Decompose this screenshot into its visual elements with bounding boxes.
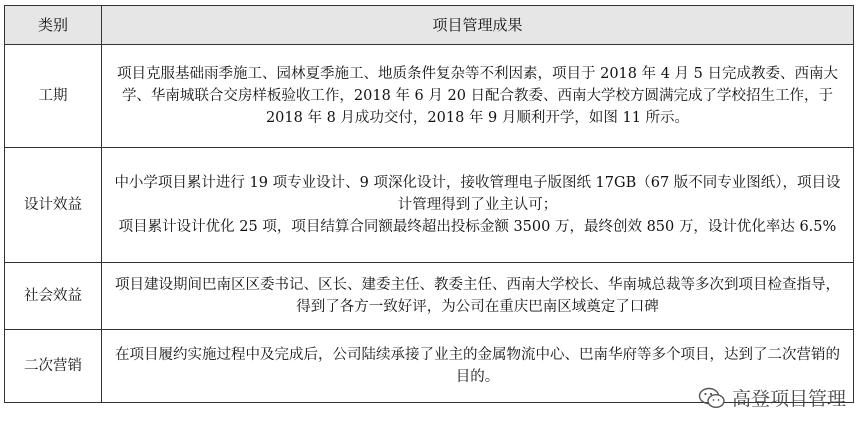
row-text: 项目建设期间巴南区区委书记、区长、建委主任、教委主任、西南大学校长、华南城总裁等多次到项目检查指导，得到了各方一致好评，为公司在重庆巴南区域奠定了口碑 [115, 277, 840, 315]
row-content [102, 263, 854, 330]
row-category: 设计效益 [5, 148, 102, 263]
table-header-row [5, 6, 854, 45]
row-category: 工期 [5, 45, 102, 148]
wechat-icon [698, 386, 726, 410]
table-row [5, 148, 854, 263]
row-text: 中小学项目累计进行 19 项专业设计、9 项深化设计，接收管理电子版图纸 17GB（67 版不同专业图纸），项目设计管理得到了业主认可； [114, 175, 841, 213]
row-text: 项目克服基础雨季施工、园林夏季施工、地质条件复杂等不利因素，项目于 2018 年 4 月 5 日完成教委、西南大学、华南城联合交房样板验收工作，2018 年 6 月 20 日配合教委、西南大学校方圆满完成了学校招生工作，于 2018 年 8 月成功交付，2018 年 9 月顺利开学，如图 11 所示。 [116, 66, 838, 126]
row-category: 二次营销 [5, 330, 102, 403]
table-row [5, 263, 854, 330]
watermark [698, 384, 846, 411]
header-category: 类别 [5, 6, 102, 45]
results-table [4, 5, 854, 403]
table-row [5, 45, 854, 148]
row-category: 社会效益 [5, 263, 102, 330]
row-content [102, 148, 854, 263]
row-text: 项目累计设计优化 25 项，项目结算合同额最终超出投标金额 3500 万，最终创效 850 万，设计优化率达 6.5% [118, 219, 837, 235]
row-text: 在项目履约实施过程中及完成后，公司陆续承接了业主的金属物流中心、巴南华府等多个项目，达到了二次营销的目的。 [115, 347, 840, 385]
row-content [102, 45, 854, 148]
header-results: 项目管理成果 [102, 6, 854, 45]
watermark-text: 高登项目管理 [731, 388, 846, 410]
